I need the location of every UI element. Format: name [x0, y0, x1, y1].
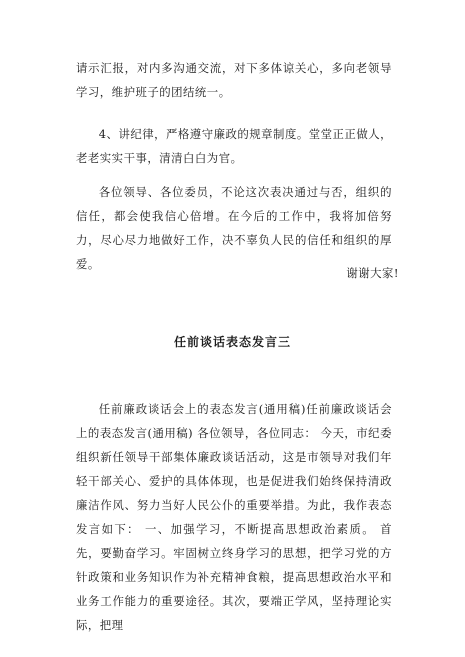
closing-thanks: 谢谢大家! [346, 266, 399, 280]
paragraph-discipline: 4、讲纪律，严格遵守廉政的规章制度。堂堂正正做人，老老实实干事，清清白白为官。 [76, 127, 392, 165]
body-paragraph: 任前廉政谈话会上的表态发言(通用稿)任前廉政谈话会上的表态发言(通用稿) 各位领导，各位同志： 今天，市纪委组织新任领导干部集体廉政谈话活动，这是市领导对我们年轻干部关心、爱护的具体体现，也是促进我们始终保持清政廉洁作风、努力当好人民公仆的重要举措。为此，我作表态发言如下： 一、加强学习，不断提高思想政治素质。 首先，要勤奋学习。牢固树立终身学习的思想，把学习党的方针政策和业务知识作为补充精神食粮，提高思想政治水平和业务工作能力的重要途径。其次，要端正学风，坚持理论实际，把理 [76, 402, 392, 632]
section-title: 任前谈话表态发言三 [173, 335, 291, 349]
paragraph-report: 请示汇报，对内多沟通交流，对下多体谅关心，多向老领导学习，维护班子的团结统一。 [76, 61, 392, 99]
paragraph-pledge: 各位领导、各位委员，不论这次表决通过与否，组织的信任，都会使我信心倍增。在今后的工作中，我将加倍努力，尽心尽力地做好工作，决不辜负人民的信任和组织的厚爱。 [76, 185, 392, 271]
